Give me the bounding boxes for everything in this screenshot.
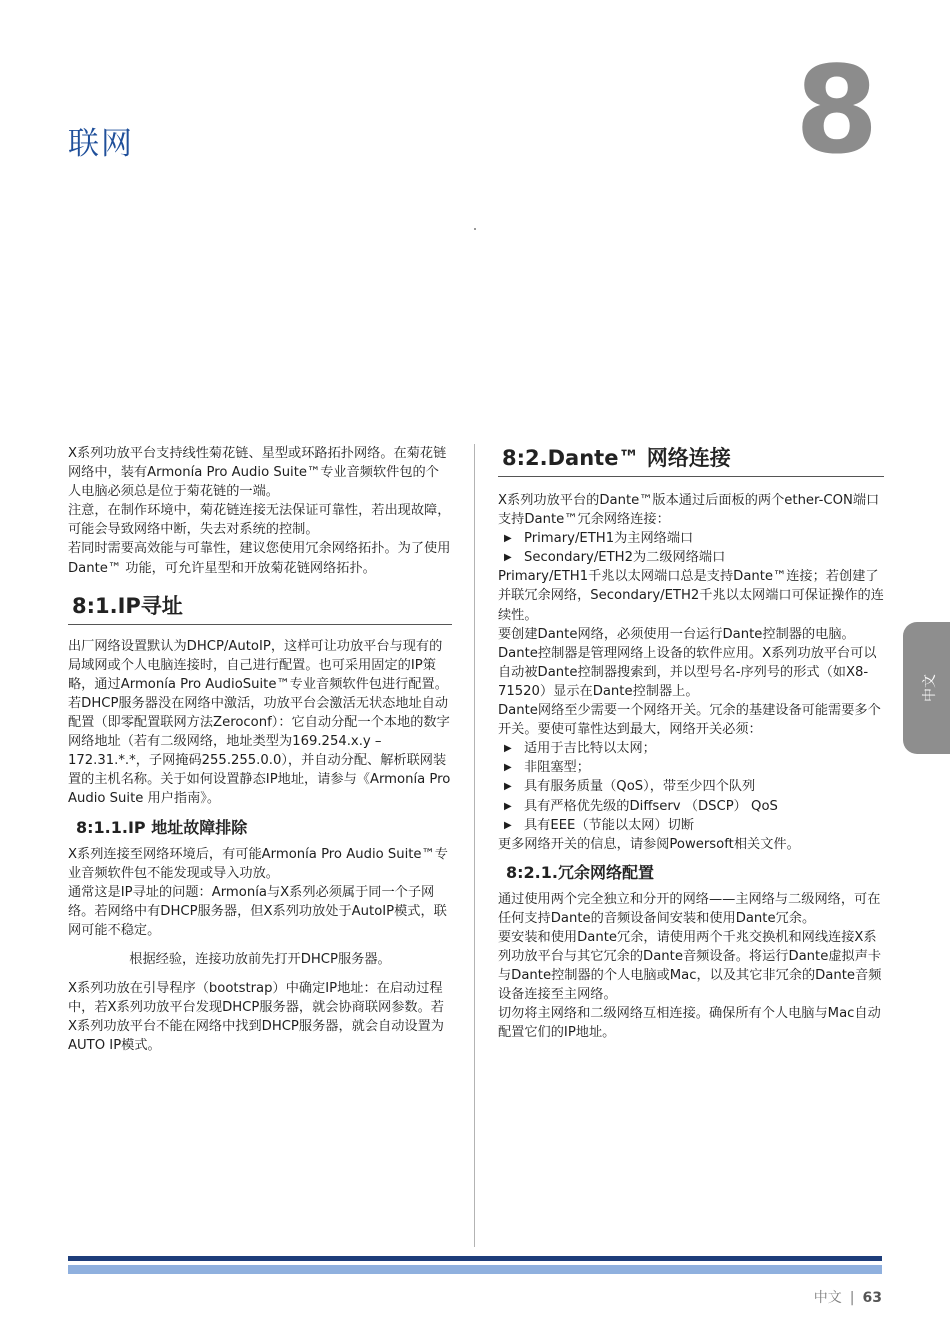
stray-dot — [474, 228, 476, 230]
section-heading-ip: 8:1.IP寻址 — [68, 592, 452, 625]
chapter-number: 8 — [795, 42, 879, 181]
page-number: 63 — [862, 1290, 882, 1306]
body-paragraph: 若DHCP服务器没在网络中激活，功放平台会激活无状态地址自动配置（即零配置联网方法Zeroconf）：它自动分配一个本地的数字网络地址（若有二级网络，地址类型为169.254.x.y – 172.31.*.*，子网掩码255.255.0.0），并自动分配、解析联网装置的主机名称。关于如何设置静态IP地址，请参与《Armonía Pro Audio Suite 用户指南》。 — [68, 695, 451, 807]
page-footer — [814, 1287, 882, 1307]
section-heading-dante: 8:2.Dante™ 网络连接 — [498, 444, 884, 477]
body-paragraph: X系列功放平台的Dante™版本通过后面板的两个ether-CON端口支持Dante™冗余网络连接： — [498, 493, 880, 528]
right-column — [498, 444, 884, 1043]
body-paragraph: 通常这是IP寻址的问题：Armonía与X系列必须属于同一个子网络。若网络中有DHCP服务器，但X系列功放处于AutoIP模式，联网可能不稳定。 — [68, 884, 447, 938]
language-side-tab[interactable] — [903, 622, 950, 754]
left-column — [68, 444, 452, 1055]
tip-line: 根据经验，连接功放前先打开DHCP服务器。 — [129, 951, 391, 967]
list-item: ▶ 适用于吉比特以太网； — [498, 739, 884, 758]
body-paragraph: Dante网络至少需要一个网络开关。冗余的基建设备可能需要多个开关。要使可靠性达到最大，网络开关必须： — [498, 703, 881, 738]
body-paragraph: 要创建Dante网络，必须使用一台运行Dante控制器的电脑。Dante控制器是管理网络上设备的软件应用。X系列功放平台可以自动被Dante控制器搜索到，并以型号名-序列号的形式（如X8-71520）显示在Dante控制器上。 — [498, 626, 877, 699]
body-paragraph: X系列连接至网络环境后，有可能Armonía Pro Audio Suite™专业音频软件包不能发现或导入功放。 — [68, 846, 448, 881]
intro-paragraph: X系列功放平台支持线性菊花链、星型或环路拓扑网络。在菊花链网络中，装有Armonía Pro Audio Suite™专业音频软件包的个人电脑必须总是位于菊花链的一端。 — [68, 446, 447, 500]
column-divider — [474, 444, 475, 1247]
list-item: ▶ 具有EEE（节能以太网）切断 — [498, 816, 884, 835]
intro-paragraph: 若同时需要高效能与可靠性，建议您使用冗余网络拓扑。为了使用Dante™ 功能，可允许星型和开放菊花链网络拓扑。 — [68, 541, 451, 576]
footer-language: 中文 — [813, 1290, 842, 1306]
body-paragraph: 通过使用两个完全独立和分开的网络——主网络与二级网络，可在任何支持Dante的音频设备间安装和使用Dante冗余。 — [498, 891, 881, 926]
footer-rule-light — [68, 1265, 882, 1274]
list-item: ▶ 非阻塞型； — [498, 758, 884, 777]
subsection-heading-redundant: 8:2.1.冗余网络配置 — [506, 862, 654, 882]
footer-rule-dark — [68, 1256, 882, 1261]
switch-requirements-list — [498, 739, 884, 834]
body-paragraph: Primary/ETH1千兆以太网端口总是支持Dante™连接；若创建了并联冗余网络，Secondary/ETH2千兆以太网端口可保证操作的连续性。 — [498, 569, 884, 623]
chapter-title: 联网 — [68, 126, 134, 162]
body-paragraph: X系列功放在引导程序（bootstrap）中确定IP地址：在启动过程中，若X系列功放平台发现DHCP服务器，就会协商联网参数。若X系列功放平台不能在网络中找到DHCP服务器，就会自动设置为AUTO IP模式。 — [68, 981, 444, 1054]
list-item: ▶ 具有服务质量（QoS），带至少四个队列 — [498, 777, 884, 796]
body-paragraph: 出厂网络设置默认为DHCP/AutoIP，这样可让功放平台与现有的局域网或个人电脑连接时，自己进行配置。也可采用固定的IP策略，通过Armonía Pro AudioSuite™专业音频软件包进行配置。 — [68, 638, 448, 692]
list-item: ▶ Secondary/ETH2为二级网络端口 — [498, 548, 884, 567]
side-tab-label: 中文 — [922, 674, 938, 702]
list-item: ▶ Primary/ETH1为主网络端口 — [498, 529, 884, 548]
list-item: ▶ 具有严格优先级的Diffserv （DSCP） QoS — [498, 797, 884, 816]
port-list — [498, 529, 884, 567]
subsection-heading-troubleshooting: 8:1.1.IP 地址故障排除 — [76, 817, 248, 837]
body-paragraph: 要安装和使用Dante冗余，请使用两个千兆交换机和网线连接X系列功放平台与其它冗余的Dante音频设备。将运行Dante虚拟声卡与Dante控制器的个人电脑或Mac，以及其它非冗余的Dante音频设备连接至主网络。 — [498, 929, 882, 1003]
footer-separator: | — [849, 1290, 855, 1306]
body-paragraph: 更多网络开关的信息，请参阅Powersoft相关文件。 — [498, 836, 800, 852]
body-paragraph: 切勿将主网络和二级网络互相连接。确保所有个人电脑与Mac自动配置它们的IP地址。 — [498, 1006, 881, 1041]
intro-paragraph: 注意，在制作环境中，菊花链连接无法保证可靠性，若出现故障，可能会导致网络中断，失去对系统的控制。 — [68, 503, 451, 538]
